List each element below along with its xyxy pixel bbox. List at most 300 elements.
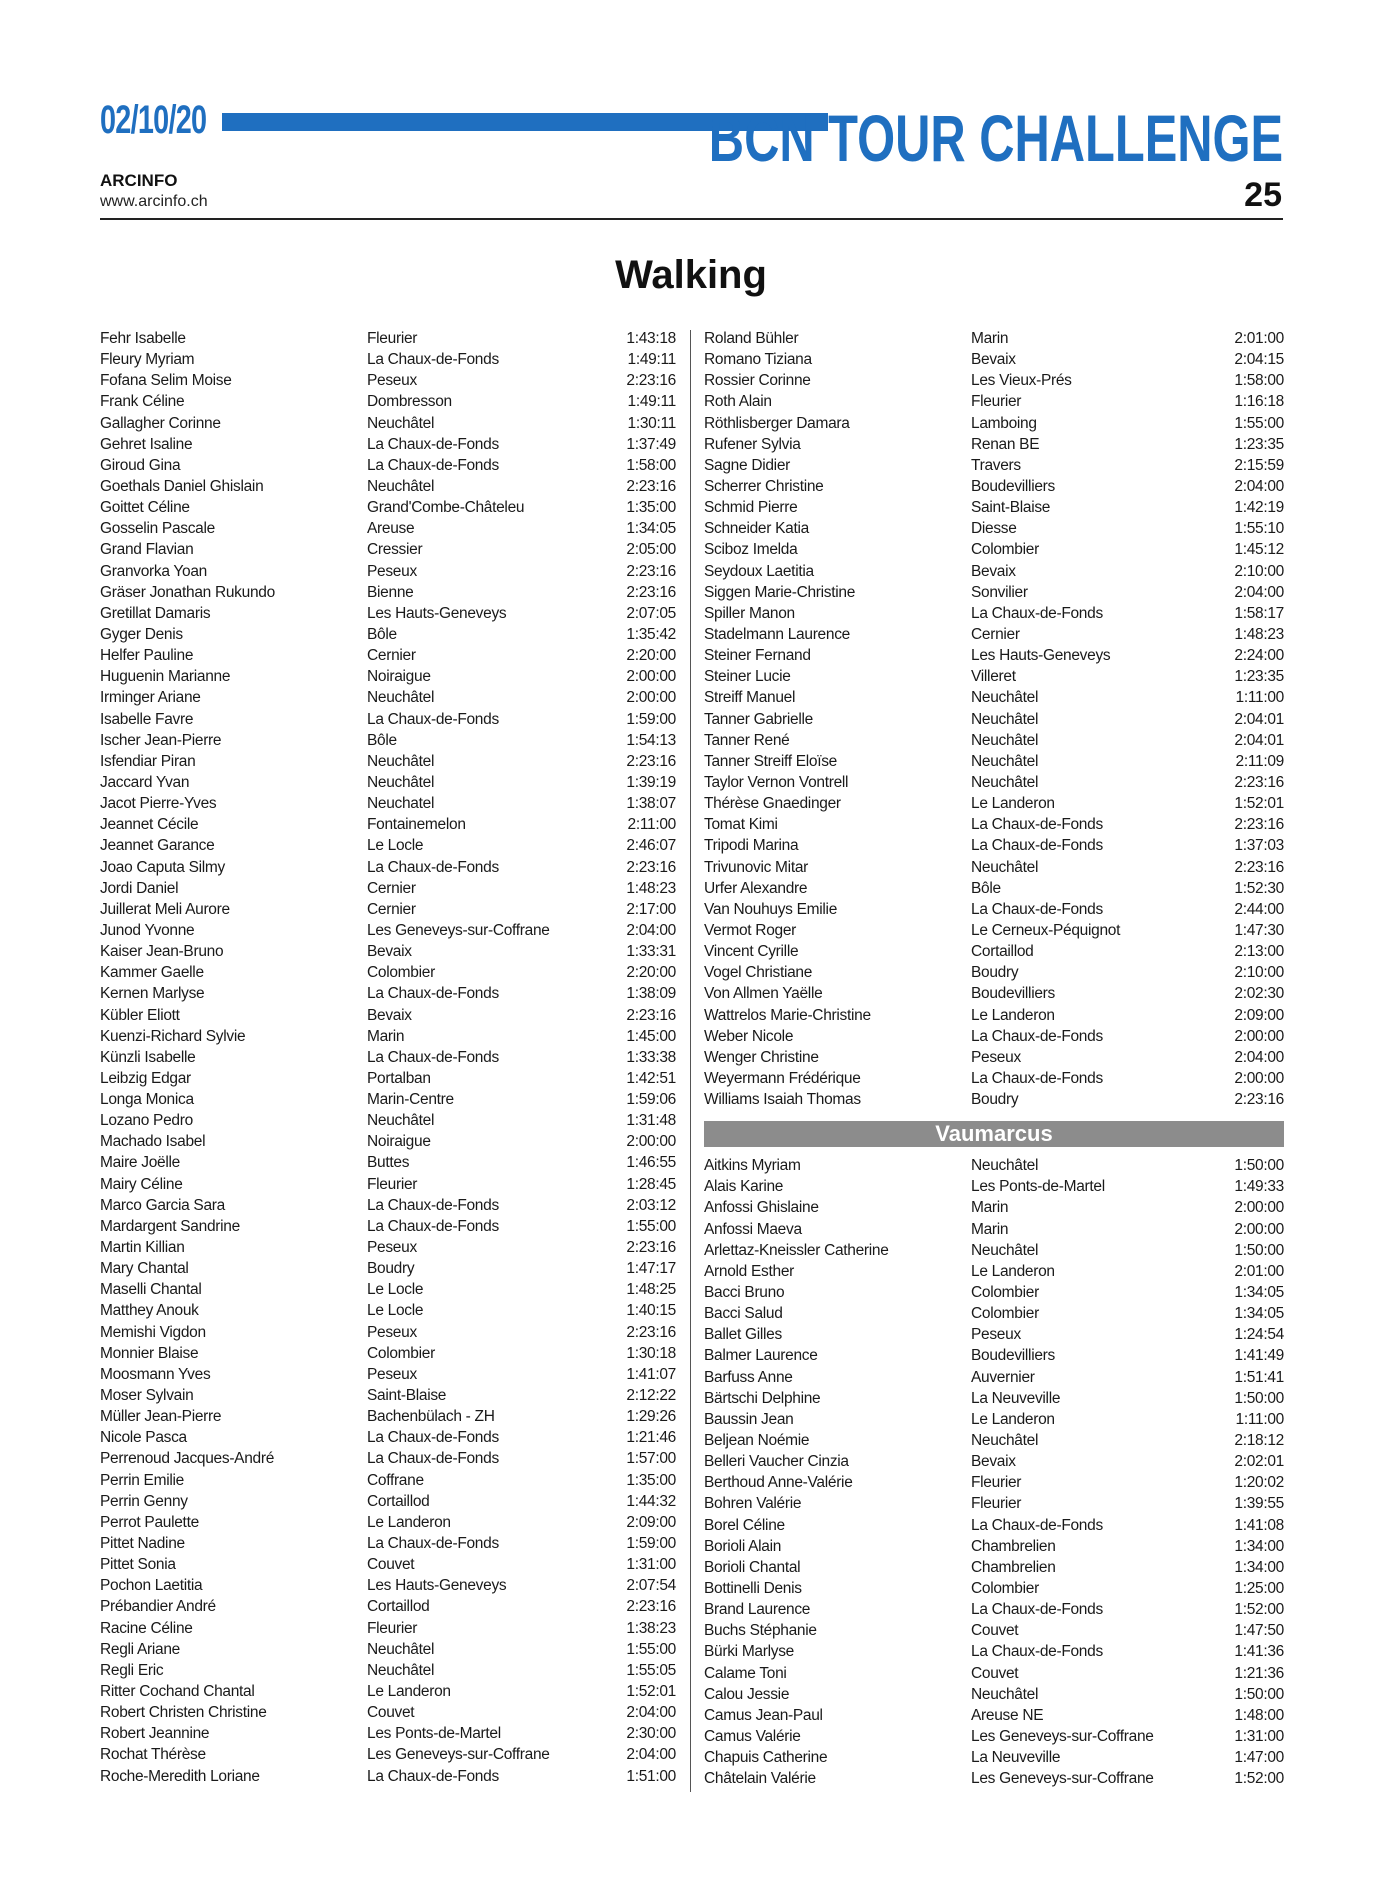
results-list-walking-continued [704, 328, 1284, 1110]
result-time: 1:41:07 [626, 1365, 676, 1383]
participant-location: La Chaux-de-Fonds [367, 1429, 499, 1447]
result-row [100, 1364, 676, 1385]
result-time: 1:34:05 [626, 520, 676, 538]
participant-location: Sonvilier [971, 583, 1028, 601]
result-row [704, 666, 1284, 687]
result-row [704, 1176, 1284, 1197]
result-time: 1:54:13 [626, 731, 676, 749]
result-time: 2:23:16 [626, 1006, 676, 1024]
result-time: 1:20:02 [1234, 1474, 1284, 1492]
brand-name: ARCINFO [100, 171, 178, 190]
result-time: 2:04:00 [626, 921, 676, 939]
result-time: 1:49:11 [627, 393, 676, 411]
website-link[interactable]: www.arcinfo.ch [100, 193, 208, 210]
result-time: 1:25:00 [1234, 1580, 1284, 1598]
participant-location: Le Landeron [971, 1262, 1055, 1280]
result-time: 2:04:00 [626, 1746, 676, 1764]
participant-name: Alais Karine [704, 1178, 784, 1196]
participant-location: La Chaux-de-Fonds [971, 1069, 1103, 1087]
participant-location: Les Vieux-Prés [971, 372, 1072, 390]
result-time: 1:50:00 [1234, 1241, 1284, 1259]
participant-location: Les Geneveys-sur-Coffrane [971, 1770, 1154, 1788]
participant-location: Bevaix [971, 351, 1016, 369]
result-row [100, 687, 676, 708]
participant-name: Bottinelli Denis [704, 1580, 802, 1598]
participant-name: Gretillat Damaris [100, 604, 211, 622]
participant-location: La Chaux-de-Fonds [367, 858, 499, 876]
result-row [100, 878, 676, 899]
participant-name: Mairy Céline [100, 1175, 183, 1193]
participant-location: Le Locle [367, 837, 424, 855]
result-row [100, 835, 676, 856]
result-row [100, 1702, 676, 1723]
result-row [704, 1726, 1284, 1747]
result-time: 2:17:00 [626, 900, 676, 918]
result-row [100, 920, 676, 941]
participant-name: Roth Alain [704, 393, 772, 411]
participant-name: Wenger Christine [704, 1048, 819, 1066]
participant-location: Neuchâtel [971, 773, 1039, 791]
participant-location: Le Landeron [971, 795, 1055, 813]
participant-location: Chambrelien [971, 1558, 1056, 1576]
participant-location: La Chaux-de-Fonds [367, 1217, 499, 1235]
participant-location: Les Ponts-de-Martel [367, 1725, 501, 1743]
result-row [704, 476, 1284, 497]
result-time: 1:50:00 [1234, 1389, 1284, 1407]
participant-location: Neuchatel [367, 795, 435, 813]
result-time: 1:41:49 [1234, 1347, 1284, 1365]
result-time: 2:23:16 [1234, 1091, 1284, 1109]
participant-name: Borioli Alain [704, 1537, 782, 1555]
result-row [100, 645, 676, 666]
participant-name: Brand Laurence [704, 1601, 811, 1619]
result-row [100, 1406, 676, 1427]
result-row [704, 1536, 1284, 1557]
participant-name: Fehr Isabelle [100, 330, 186, 347]
result-time: 1:31:00 [626, 1556, 676, 1574]
result-row [100, 814, 676, 835]
result-row [100, 624, 676, 645]
result-time: 1:45:00 [626, 1027, 676, 1045]
participant-name: Calou Jessie [704, 1685, 790, 1703]
participant-location: Boudevilliers [971, 477, 1055, 495]
result-time: 1:38:09 [626, 985, 676, 1003]
participant-name: Granvorka Yoan [100, 562, 207, 580]
participant-name: Sagne Didier [704, 456, 791, 474]
participant-location: Neuchâtel [367, 773, 435, 791]
result-row [704, 1047, 1284, 1068]
result-time: 2:02:01 [1234, 1453, 1284, 1471]
result-time: 1:28:45 [626, 1175, 676, 1193]
result-time: 2:04:01 [1234, 731, 1284, 749]
participant-location: Colombier [367, 1344, 435, 1362]
participant-name: Camus Jean-Paul [704, 1706, 823, 1724]
result-time: 2:00:00 [1234, 1220, 1284, 1238]
result-time: 1:23:35 [1234, 668, 1284, 686]
result-row [704, 1068, 1284, 1089]
result-time: 2:07:05 [626, 604, 676, 622]
result-time: 1:42:19 [1234, 499, 1284, 517]
participant-location: Bevaix [971, 1453, 1016, 1471]
result-row [704, 1599, 1284, 1620]
result-time: 1:52:00 [1234, 1770, 1284, 1788]
result-row [704, 962, 1284, 983]
participant-location: Neuchâtel [367, 414, 435, 432]
participant-name: Roche-Meredith Loriane [100, 1767, 260, 1785]
result-time: 2:00:00 [626, 1133, 676, 1151]
participant-name: Weber Nicole [704, 1027, 794, 1045]
result-row [704, 899, 1284, 920]
participant-name: Maselli Chantal [100, 1281, 202, 1299]
participant-location: Neuchâtel [367, 1112, 435, 1130]
participant-location: La Chaux-de-Fonds [971, 1643, 1103, 1661]
participant-name: Irminger Ariane [100, 689, 201, 707]
participant-name: Stadelmann Laurence [704, 625, 850, 643]
participant-name: Pittet Sonia [100, 1556, 176, 1574]
result-row [100, 709, 676, 730]
result-time: 1:11:00 [1235, 689, 1284, 707]
participant-name: Jeannet Cécile [100, 816, 199, 834]
result-time: 1:52:30 [1234, 879, 1284, 897]
participant-location: Neuchâtel [971, 1157, 1039, 1175]
participant-name: Romano Tiziana [704, 351, 812, 369]
result-row [704, 370, 1284, 391]
result-row [100, 983, 676, 1004]
participant-location: Peseux [971, 1048, 1021, 1066]
result-row [100, 1195, 676, 1216]
participant-location: Neuchâtel [367, 689, 435, 707]
result-time: 1:41:36 [1234, 1643, 1284, 1661]
participant-name: Fleury Myriam [100, 351, 195, 369]
result-row [100, 413, 676, 434]
result-time: 2:04:00 [626, 1704, 676, 1722]
participant-location: Areuse NE [971, 1706, 1044, 1724]
result-row [704, 1663, 1284, 1684]
result-row [704, 539, 1284, 560]
participant-location: Chambrelien [971, 1537, 1056, 1555]
participant-location: Couvet [367, 1556, 415, 1574]
participant-location: Neuchâtel [971, 710, 1039, 728]
result-time: 1:50:00 [1234, 1157, 1284, 1175]
result-time: 1:44:32 [626, 1492, 676, 1510]
participant-name: Perrot Paulette [100, 1513, 199, 1531]
result-time: 2:04:01 [1234, 710, 1284, 728]
result-row [100, 772, 676, 793]
result-time: 1:48:23 [1234, 625, 1284, 643]
participant-location: Cernier [971, 625, 1020, 643]
participant-location: Le Landeron [971, 1410, 1055, 1428]
page-heading: Walking [615, 253, 767, 297]
participant-name: Fofana Selim Moise [100, 372, 232, 390]
participant-name: Arlettaz-Kneissler Catherine [704, 1241, 889, 1259]
result-time: 1:41:08 [1234, 1516, 1284, 1534]
participant-name: Calame Toni [704, 1664, 787, 1682]
participant-location: La Chaux-de-Fonds [367, 710, 499, 728]
result-row [100, 1110, 676, 1131]
participant-location: Cortaillod [971, 943, 1034, 961]
participant-location: Bachenbülach - ZH [367, 1408, 495, 1426]
participant-name: Monnier Blaise [100, 1344, 199, 1362]
participant-name: Sciboz Imelda [704, 541, 798, 559]
participant-location: La Chaux-de-Fonds [367, 1048, 499, 1066]
result-time: 2:46:07 [626, 837, 676, 855]
result-time: 2:04:15 [1234, 351, 1284, 369]
result-row [704, 878, 1284, 899]
participant-name: Isfendiar Piran [100, 752, 196, 770]
participant-name: Ballet Gilles [704, 1326, 782, 1344]
result-time: 2:23:16 [626, 1323, 676, 1341]
result-row [100, 962, 676, 983]
result-time: 1:46:55 [626, 1154, 676, 1172]
participant-name: Baussin Jean [704, 1410, 794, 1428]
result-time: 1:55:00 [626, 1640, 676, 1658]
participant-location: Neuchâtel [367, 1661, 435, 1679]
result-time: 1:48:25 [626, 1281, 676, 1299]
result-time: 1:35:42 [626, 625, 676, 643]
result-row [100, 899, 676, 920]
result-row [704, 814, 1284, 835]
participant-name: Trivunovic Mitar [704, 858, 809, 876]
participant-name: Tanner Gabrielle [704, 710, 813, 728]
result-time: 1:55:10 [1234, 520, 1284, 538]
result-row [704, 1493, 1284, 1514]
result-time: 1:58:00 [1234, 372, 1284, 390]
result-row [704, 1620, 1284, 1641]
participant-name: Helfer Pauline [100, 647, 194, 665]
participant-name: Röthlisberger Damara [704, 414, 850, 432]
result-time: 2:05:00 [626, 541, 676, 559]
result-row [704, 1451, 1284, 1472]
participant-name: Mary Chantal [100, 1260, 189, 1278]
result-time: 1:34:05 [1234, 1305, 1284, 1323]
participant-location: Bôle [971, 879, 1001, 897]
result-time: 2:23:16 [626, 858, 676, 876]
result-time: 2:00:00 [1234, 1199, 1284, 1217]
participant-name: Beljean Noémie [704, 1432, 810, 1450]
participant-name: Rufener Sylvia [704, 435, 801, 453]
result-row [100, 1723, 676, 1744]
result-row [704, 582, 1284, 603]
participant-location: Marin-Centre [367, 1091, 454, 1109]
participant-location: Neuchâtel [367, 1640, 435, 1658]
participant-location: La Chaux-de-Fonds [367, 1450, 499, 1468]
results-column-right [704, 328, 1284, 1789]
participant-name: Kammer Gaelle [100, 964, 204, 982]
participant-location: Les Geneveys-sur-Coffrane [971, 1728, 1154, 1745]
participant-location: Boudry [971, 964, 1019, 982]
participant-location: Fleurier [971, 393, 1022, 411]
result-row [704, 1684, 1284, 1705]
result-time: 1:58:00 [626, 456, 676, 474]
result-row [704, 1768, 1284, 1789]
participant-name: Junod Yvonne [100, 921, 195, 939]
result-time: 2:04:00 [1234, 1048, 1284, 1066]
participant-location: Le Locle [367, 1281, 424, 1299]
result-row [704, 835, 1284, 856]
participant-name: Steiner Fernand [704, 647, 811, 665]
result-row [704, 349, 1284, 370]
participant-location: Fleurier [971, 1495, 1022, 1513]
participant-name: Gosselin Pascale [100, 520, 215, 538]
result-time: 2:23:16 [626, 372, 676, 390]
result-time: 1:29:26 [626, 1408, 676, 1426]
result-time: 1:11:00 [1235, 1410, 1284, 1428]
result-time: 1:30:11 [627, 414, 676, 432]
participant-name: Isabelle Favre [100, 710, 194, 728]
participant-name: Gehret Isaline [100, 435, 193, 453]
participant-name: Kaiser Jean-Bruno [100, 943, 224, 961]
result-time: 2:10:00 [1234, 562, 1284, 580]
result-time: 1:52:01 [1234, 795, 1284, 813]
participant-location: Auvernier [971, 1368, 1035, 1386]
result-time: 1:52:01 [626, 1683, 676, 1700]
participant-name: Anfossi Maeva [704, 1220, 802, 1238]
result-time: 2:23:16 [626, 562, 676, 580]
result-time: 1:38:07 [626, 795, 676, 813]
result-time: 1:33:31 [626, 943, 676, 961]
result-time: 2:20:00 [626, 964, 676, 982]
result-row [100, 1385, 676, 1406]
participant-name: Steiner Lucie [704, 668, 791, 686]
result-time: 1:59:00 [626, 710, 676, 728]
participant-name: Kernen Marlyse [100, 985, 205, 1003]
result-time: 1:16:18 [1234, 393, 1284, 411]
participant-location: Les Geneveys-sur-Coffrane [367, 1746, 550, 1764]
participant-name: Prébandier André [100, 1598, 216, 1616]
participant-location: Marin [971, 1220, 1009, 1238]
result-row [100, 603, 676, 624]
result-time: 2:13:00 [1234, 943, 1284, 961]
participant-name: Juillerat Meli Aurore [100, 900, 230, 918]
result-time: 1:37:49 [626, 435, 676, 453]
participant-name: Anfossi Ghislaine [704, 1199, 819, 1217]
participant-location: Bôle [367, 731, 397, 749]
participant-location: La Chaux-de-Fonds [367, 1767, 499, 1785]
result-time: 1:39:55 [1234, 1495, 1284, 1513]
participant-location: Boudry [367, 1260, 415, 1278]
result-row [100, 941, 676, 962]
results-list-vaumarcus [704, 1155, 1284, 1789]
result-row [704, 603, 1284, 624]
result-row [100, 582, 676, 603]
participant-name: Nicole Pasca [100, 1429, 187, 1447]
result-time: 1:34:05 [1234, 1284, 1284, 1302]
result-time: 2:01:00 [1234, 1262, 1284, 1280]
result-time: 2:00:00 [1234, 1027, 1284, 1045]
result-row [704, 730, 1284, 751]
result-row [100, 1131, 676, 1152]
participant-name: Huguenin Marianne [100, 668, 231, 686]
participant-location: Colombier [971, 1305, 1039, 1323]
issue-date: 02/10/20 [100, 98, 207, 142]
participant-name: Jacot Pierre-Yves [100, 795, 217, 813]
result-time: 1:47:30 [1234, 921, 1284, 939]
result-row [704, 1261, 1284, 1282]
participant-location: La Neuveville [971, 1389, 1061, 1407]
participant-name: Longa Monica [100, 1091, 194, 1109]
participant-location: Diesse [971, 520, 1017, 538]
result-row [100, 1279, 676, 1300]
participant-location: Les Hauts-Geneveys [367, 604, 507, 622]
result-row [704, 497, 1284, 518]
result-time: 1:51:00 [626, 1767, 676, 1785]
participant-name: Ritter Cochand Chantal [100, 1683, 255, 1700]
participant-location: Les Hauts-Geneveys [367, 1577, 507, 1595]
result-row [100, 476, 676, 497]
participant-name: Regli Ariane [100, 1640, 180, 1658]
participant-location: Cernier [367, 647, 416, 665]
participant-name: Machado Isabel [100, 1133, 206, 1151]
result-time: 2:23:16 [626, 752, 676, 770]
result-row [704, 1324, 1284, 1345]
participant-name: Bacci Salud [704, 1305, 783, 1323]
result-row [704, 1388, 1284, 1409]
participant-name: Tanner René [704, 731, 790, 749]
result-row [704, 455, 1284, 476]
participant-location: Couvet [971, 1622, 1019, 1640]
result-time: 2:03:12 [626, 1196, 676, 1214]
participant-location: La Chaux-de-Fonds [971, 900, 1103, 918]
header-divider [100, 218, 1283, 220]
participant-location: Les Geneveys-sur-Coffrane [367, 921, 550, 939]
participant-location: La Chaux-de-Fonds [367, 351, 499, 369]
result-time: 1:21:46 [626, 1429, 676, 1447]
results-column-left [100, 328, 676, 1787]
result-time: 1:43:18 [626, 330, 676, 347]
participant-location: Neuchâtel [971, 1432, 1039, 1450]
participant-name: Balmer Laurence [704, 1347, 818, 1365]
participant-location: La Chaux-de-Fonds [971, 837, 1103, 855]
result-time: 2:23:16 [626, 1598, 676, 1616]
result-time: 1:49:33 [1234, 1178, 1284, 1196]
result-time: 2:07:54 [626, 1577, 676, 1595]
participant-name: Thérèse Gnaedinger [704, 795, 841, 813]
participant-location: Lamboing [971, 414, 1037, 432]
result-row [100, 1681, 676, 1702]
participant-location: Peseux [367, 1239, 417, 1257]
participant-location: Peseux [367, 372, 417, 390]
participant-location: Neuchâtel [971, 1241, 1039, 1259]
participant-name: Von Allmen Yaëlle [704, 985, 823, 1003]
result-row [704, 1345, 1284, 1366]
result-row [704, 1409, 1284, 1430]
participant-location: Colombier [971, 1284, 1039, 1302]
participant-name: Memishi Vigdon [100, 1323, 206, 1341]
result-time: 1:37:03 [1234, 837, 1284, 855]
participant-name: Ischer Jean-Pierre [100, 731, 222, 749]
participant-name: Vogel Christiane [704, 964, 813, 982]
result-time: 1:48:23 [626, 879, 676, 897]
participant-name: Jordi Daniel [100, 879, 179, 897]
participant-name: Van Nouhuys Emilie [704, 900, 838, 918]
participant-name: Streiff Manuel [704, 689, 796, 707]
result-time: 2:23:16 [1234, 773, 1284, 791]
participant-location: Marin [367, 1027, 405, 1045]
result-row [704, 709, 1284, 730]
participant-name: Rossier Corinne [704, 372, 811, 390]
participant-name: Gyger Denis [100, 625, 183, 643]
result-time: 2:11:09 [1235, 752, 1284, 770]
result-row [100, 1554, 676, 1575]
participant-location: Fleurier [367, 1619, 418, 1637]
participant-location: Peseux [971, 1326, 1021, 1344]
participant-name: Leibzig Edgar [100, 1069, 191, 1087]
column-divider [690, 330, 691, 1792]
participant-location: La Chaux-de-Fonds [971, 1027, 1103, 1045]
result-row [100, 1026, 676, 1047]
result-time: 2:15:59 [1234, 456, 1284, 474]
participant-name: Perrin Emilie [100, 1471, 184, 1489]
